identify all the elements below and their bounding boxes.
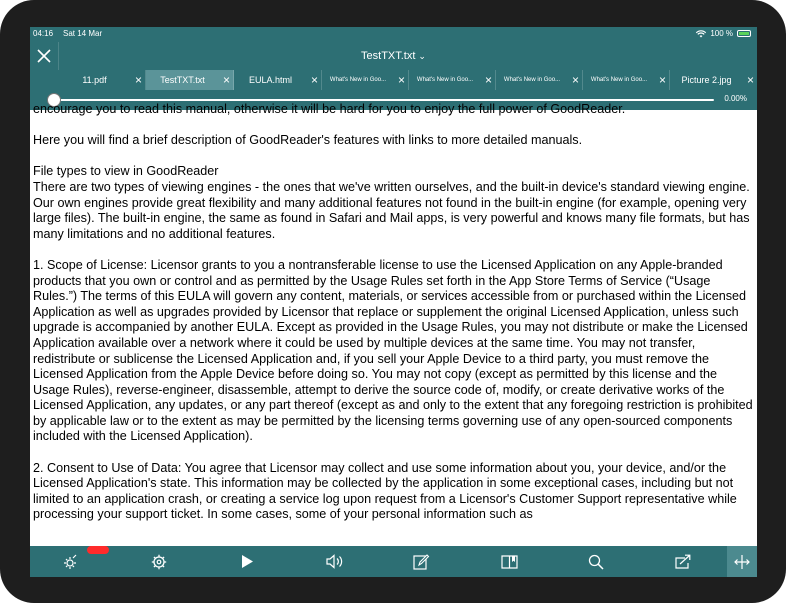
tab-bar [30, 70, 757, 90]
bookmarks-icon [501, 554, 518, 569]
search-icon [588, 554, 604, 570]
close-tab-icon[interactable]: × [658, 73, 666, 87]
auto-scroll-button[interactable] [56, 546, 86, 577]
close-tab-icon[interactable]: × [222, 73, 230, 87]
tab-label: What's New in Goo... [590, 77, 648, 83]
search-button[interactable] [581, 546, 611, 577]
paragraph: 2. Consent to Use of Data: You agree that Licensor may collect and use some information about you, your device, and/or the Licensed Application's state. This information may be collected by the application in some exceptional cases, including but not limited to an application crash, or creating a service log upon request from a Licensor's Customer Support representative while processing your support ticket. In some cases, some of your personal information such as [33, 460, 737, 522]
auto-scroll-icon [63, 554, 79, 570]
progress-percent: 0.00% [724, 94, 747, 103]
edit-icon [413, 554, 429, 570]
tab-label: EULA.html [248, 75, 292, 85]
play-icon [240, 554, 254, 569]
tab-label: What's New in Goo... [329, 77, 387, 83]
bottom-toolbar [30, 546, 757, 577]
edit-button[interactable] [406, 546, 436, 577]
settings-gear-icon [151, 554, 167, 570]
document-title-button[interactable] [30, 42, 757, 70]
share-icon [675, 554, 691, 569]
section [30, 164, 757, 242]
fit-width-button[interactable] [727, 546, 757, 577]
red-highlight-mark [87, 546, 109, 554]
close-tab-icon[interactable]: × [310, 73, 318, 87]
close-icon [37, 49, 51, 63]
speaker-icon [326, 554, 343, 569]
share-button[interactable] [668, 546, 698, 577]
tab-label: 11.pdf [82, 75, 107, 85]
paragraph: There are two types of viewing engines - the ones that we've written ourselves, and the built-in device's standard viewing engine. Our own engines provide great flexibility and many additional features not found in the built-in engine (for example, opening very large files). The built-in engine, the same as found in Safari and Mail apps, is very powerful and knows many file formats, but has many limitations and no additional features. [33, 179, 750, 241]
tab-whats-new-2[interactable] [409, 70, 496, 90]
status-bar [30, 27, 757, 42]
play-button[interactable] [232, 546, 262, 577]
close-tab-icon[interactable]: × [571, 73, 579, 87]
fit-width-icon [734, 554, 750, 570]
close-button[interactable] [30, 42, 59, 70]
screen [30, 27, 757, 577]
document-content[interactable] [30, 102, 757, 552]
paragraph: encourage you to read this manual, otherwise it will be hard for you to enjoy the full power of GoodReader. [33, 102, 626, 116]
speaker-button[interactable] [319, 546, 349, 577]
paragraph: Here you will find a brief description of GoodReader's features with links to more detailed manuals. [33, 133, 583, 148]
settings-button[interactable] [144, 546, 174, 577]
status-right [696, 29, 751, 38]
close-tab-icon[interactable]: × [397, 73, 405, 87]
tab-whats-new-4[interactable] [583, 70, 670, 90]
tab-testtxt[interactable] [146, 70, 234, 90]
document-title: TestTXT.txt [361, 50, 416, 62]
wifi-icon [696, 30, 706, 38]
tab-label: What's New in Goo... [503, 77, 561, 83]
tab-picture-2-jpg[interactable] [670, 70, 757, 90]
chevron-down-icon: ⌄ [418, 51, 426, 61]
tab-eula-html[interactable] [234, 70, 322, 90]
section-heading: File types to view in GoodReader [33, 164, 219, 179]
paragraph: 1. Scope of License: Licensor grants to you a nontransferable license to use the Licensed Application on any Apple-branded products that you own or control and as permitted by the Usage Rules set forth in the App Store Terms of Service (“Usage Rules.”) The terms of this EULA will govern any content, materials, or services accessible from or purchased within the Licensed Application as well as upgrades provided by Licensor that replace or supplement the original Licensed Application, unless such upgrade is accompanied by another EULA. Except as provided in the Usage Rules, you may not distribute or make the Licensed Application available over a network where it could be used by multiple devices at the same time. You may not transfer, redistribute or sublicense the Licensed Application and, if you sell your Apple Device to a third party, you must remove the Licensed Application from the Apple Device before doing so. You may not copy (except as permitted by this license and the Usage Rules), reverse-engineer, disassemble, attempt to derive the source code of, modify, or create derivative works of the Licensed Application, any updates, or any part thereof (except as and only to the extent that any foregoing restriction is prohibited by applicable law or to the extent as may be permitted by the licensing terms governing use of any open-sourced components included with the Licensed Application). [33, 257, 753, 444]
bookmarks-button[interactable] [494, 546, 524, 577]
status-date: Sat 14 Mar [63, 29, 103, 38]
close-tab-icon[interactable]: × [484, 73, 492, 87]
tab-whats-new-1[interactable] [322, 70, 409, 90]
close-tab-icon[interactable]: × [746, 73, 754, 87]
tab-label: TestTXT.txt [160, 75, 205, 85]
progress-track[interactable] [54, 99, 714, 101]
tab-11-pdf[interactable] [58, 70, 146, 90]
tab-label: What's New in Goo... [416, 77, 474, 83]
status-time: 04:16 [33, 29, 54, 38]
tab-label: Picture 2.jpg [681, 75, 732, 85]
battery-icon [737, 30, 751, 37]
battery-percent: 100 % [710, 29, 733, 38]
tab-whats-new-3[interactable] [496, 70, 583, 90]
title-bar [30, 42, 757, 70]
close-tab-icon[interactable]: × [134, 73, 142, 87]
